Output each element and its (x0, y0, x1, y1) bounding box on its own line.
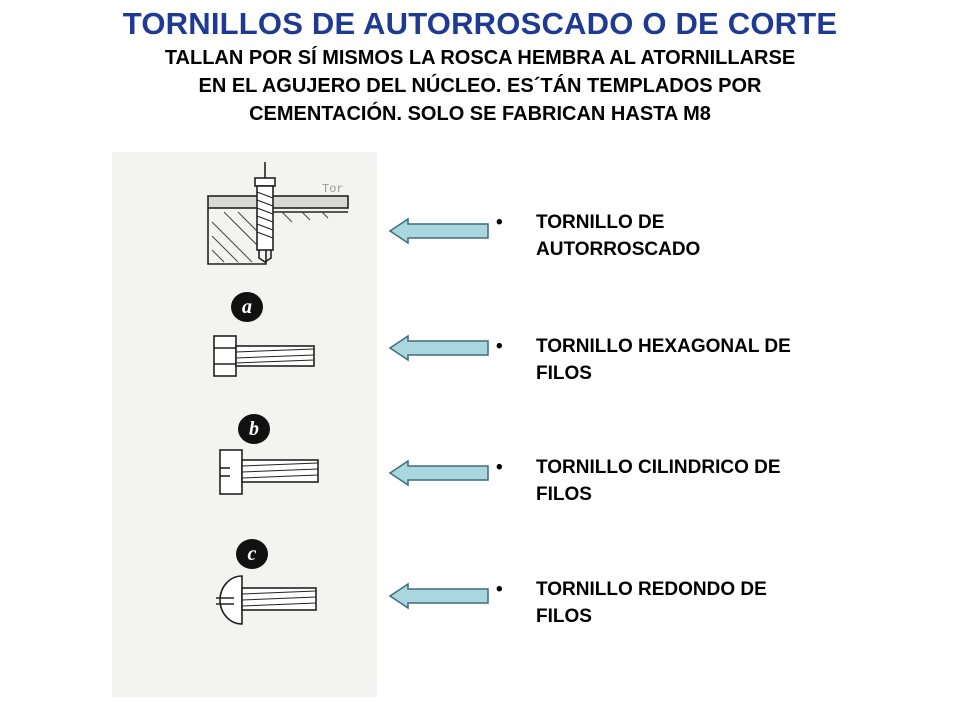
list-item-line: AUTORROSCADO (536, 239, 701, 260)
cylindrical-head-screw-drawing (220, 450, 318, 494)
label-a-badge (231, 292, 263, 322)
page-subtitle (60, 44, 900, 128)
list-item-hexagonal-screw (496, 333, 876, 387)
bullet: • (496, 579, 503, 600)
list-item-line: TORNILLO DE (536, 212, 665, 233)
list-item-line: TORNILLO HEXAGONAL DE (536, 336, 791, 357)
page-title: TORNILLOS DE AUTORROSCADO O DE CORTE (122, 6, 838, 41)
round-head-screw-drawing (216, 576, 316, 624)
left-arrow-icon (388, 582, 490, 610)
label-a: a (242, 296, 252, 318)
self-tapping-screw-drawing (208, 162, 348, 264)
bullet: • (496, 457, 503, 478)
subtitle-line: EN EL AGUJERO DEL NÚCLEO. ES´TÁN TEMPLADOS POR (198, 75, 762, 97)
list-item-line: FILOS (536, 484, 592, 505)
svg-text:Tor: Tor (322, 182, 344, 196)
screw-illustration-panel (112, 152, 377, 697)
label-b: b (249, 418, 259, 440)
label-c: c (247, 543, 257, 565)
subtitle-line: TALLAN POR SÍ MISMOS LA ROSCA HEMBRA AL ATORNILLARSE (164, 47, 796, 69)
list-item-line: TORNILLO CILINDRICO DE (536, 457, 781, 478)
hex-head-screw-drawing (214, 336, 314, 376)
screw-illustration (112, 152, 377, 697)
list-item-line: FILOS (536, 363, 592, 384)
bullet: • (496, 212, 503, 233)
left-arrow-icon (388, 459, 490, 487)
list-item-self-tapping-screw (496, 209, 876, 263)
left-arrow-icon (388, 217, 490, 245)
label-c-badge (236, 539, 268, 569)
label-b-badge (238, 414, 270, 444)
list-item-line: TORNILLO REDONDO DE (536, 579, 767, 600)
list-item-line: FILOS (536, 606, 592, 627)
left-arrow-icon (388, 334, 490, 362)
subtitle-line: CEMENTACIÓN. SOLO SE FABRICAN HASTA M8 (249, 103, 711, 125)
list-item-cylindrical-screw (496, 454, 876, 508)
list-item-round-screw (496, 576, 876, 630)
bullet: • (496, 336, 503, 357)
